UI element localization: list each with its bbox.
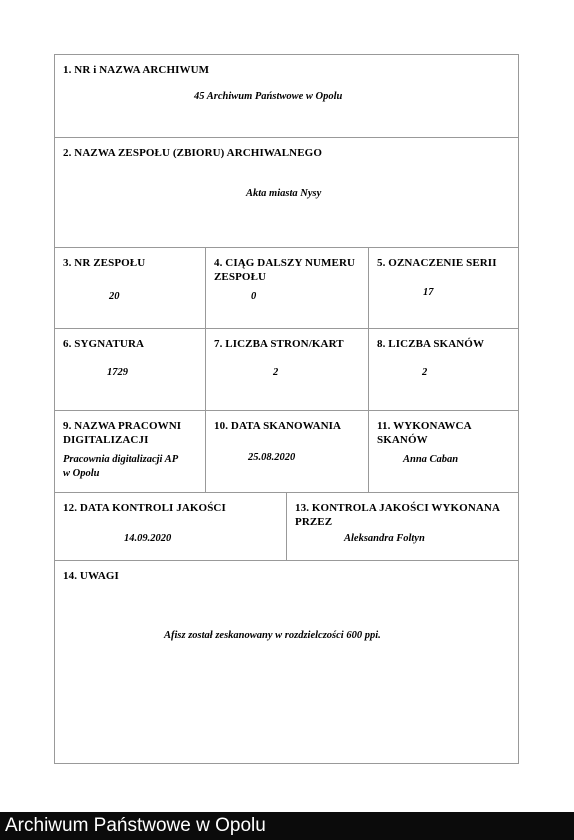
- field-fonds-number: [55, 248, 206, 328]
- field-digitization-lab-value: Pracownia digitalizacji AP w Opolu: [63, 454, 178, 479]
- field-page-count: [206, 329, 369, 410]
- archive-metadata-form: [54, 54, 519, 764]
- field-signature-value: 1729: [107, 367, 128, 378]
- field-page-count-value: 2: [273, 367, 279, 378]
- field-scan-operator-label: 11. WYKONAWCA SKANÓW: [377, 420, 471, 446]
- archive-footer-banner: Archiwum Państwowe w Opolu: [0, 812, 574, 840]
- field-fonds-number-label: 3. NR ZESPOŁU: [63, 257, 146, 269]
- field-fonds-name-value: Akta miasta Nysy: [246, 188, 322, 199]
- field-fonds-number-value: 20: [109, 291, 120, 302]
- field-qc-date-label: 12. DATA KONTROLI JAKOŚCI: [63, 502, 226, 514]
- field-series-value: 17: [423, 287, 434, 298]
- field-fonds-continuation: [206, 248, 369, 328]
- row-fonds-numbers: [55, 248, 518, 329]
- field-archive: [55, 55, 518, 137]
- field-qc-date: [55, 493, 287, 560]
- row-archive: [55, 55, 518, 138]
- field-digitization-lab: [55, 411, 206, 492]
- field-scan-operator-value: Anna Caban: [403, 454, 459, 465]
- field-qc-by-label: 13. KONTROLA JAKOŚCI WYKONANA PRZEZ: [295, 502, 500, 528]
- field-archive-value: 45 Archiwum Państwowe w Opolu: [194, 91, 343, 102]
- row-digitization: [55, 411, 518, 493]
- field-series: [369, 248, 518, 328]
- field-scan-date-value: 25.08.2020: [248, 452, 296, 463]
- field-signature: [55, 329, 206, 410]
- field-fonds-continuation-label: 4. CIĄG DALSZY NUMERU ZESPOŁU: [214, 257, 356, 283]
- field-archive-label: 1. NR i NAZWA ARCHIWUM: [63, 64, 210, 76]
- row-quality-control: [55, 493, 518, 561]
- field-scan-operator: [369, 411, 518, 492]
- row-fonds-name: [55, 138, 518, 248]
- field-fonds-name: [55, 138, 518, 247]
- row-signature-counts: [55, 329, 518, 411]
- field-fonds-continuation-value: 0: [251, 291, 257, 302]
- field-scan-date-label: 10. DATA SKANOWANIA: [214, 420, 342, 432]
- field-fonds-name-label: 2. NAZWA ZESPOŁU (ZBIORU) ARCHIWALNEGO: [63, 147, 322, 159]
- field-qc-date-value: 14.09.2020: [124, 533, 172, 544]
- field-digitization-lab-label: 9. NAZWA PRACOWNI DIGITALIZACJI: [63, 420, 182, 446]
- field-scan-date: [206, 411, 369, 492]
- field-remarks: [55, 561, 518, 763]
- field-qc-by-value: Aleksandra Foltyn: [344, 533, 425, 544]
- field-scan-count: [369, 329, 518, 410]
- field-scan-count-label: 8. LICZBA SKANÓW: [377, 338, 485, 350]
- field-qc-by: [287, 493, 518, 560]
- row-remarks: [55, 561, 518, 763]
- field-signature-label: 6. SYGNATURA: [63, 338, 145, 350]
- field-page-count-label: 7. LICZBA STRON/KART: [214, 338, 344, 350]
- field-series-label: 5. OZNACZENIE SERII: [377, 257, 497, 269]
- field-scan-count-value: 2: [422, 367, 428, 378]
- field-remarks-value: Afisz został zeskanowany w rozdzielczości 600 ppi.: [164, 630, 381, 641]
- field-remarks-label: 14. UWAGI: [63, 570, 119, 582]
